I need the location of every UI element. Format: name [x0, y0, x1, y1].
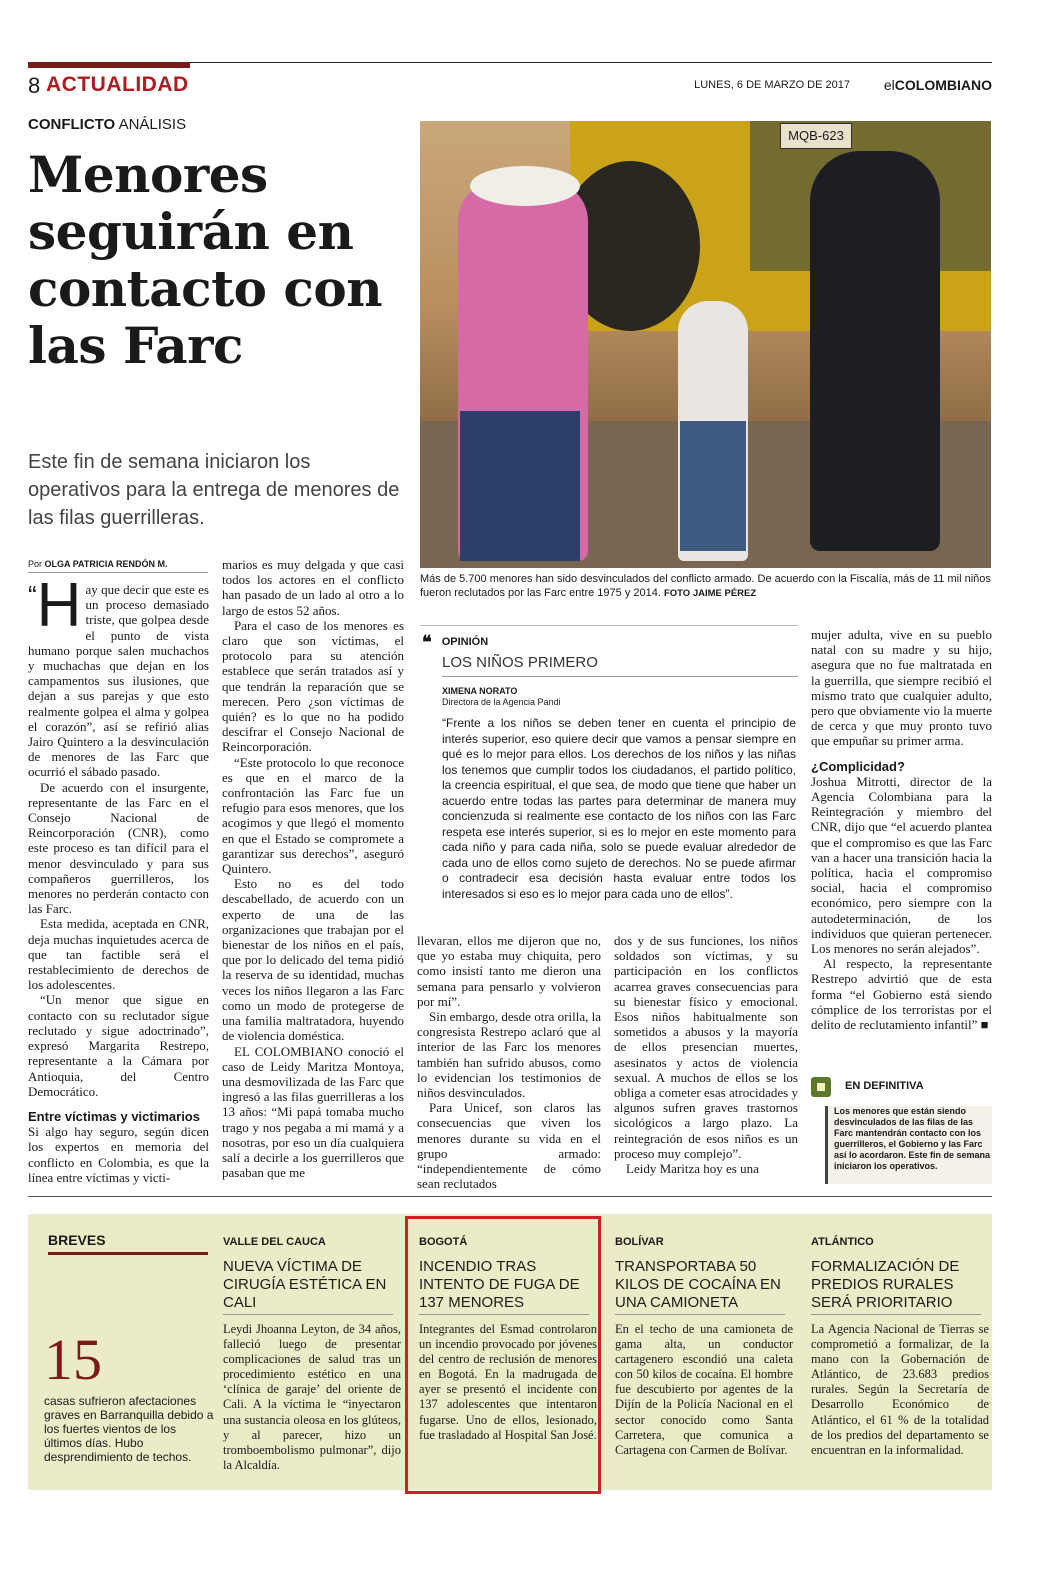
paragraph: “Este protocolo lo que reconoce es que en el marco de la confrontación las Farc fue un refugio para esos menores, que los acogimos y que llegó el momento en que el Estado se compromete a garantizar sus derechos”, aseguró Quintero. [222, 754, 404, 877]
subheading: ¿Complicidad? [811, 758, 905, 774]
opinion-label-text: OPINIÓN [441, 636, 489, 648]
paragraph: Si algo hay seguro, según dicen los expertos en memoria del conflicto en Colombia, es que la línea entre víctimas y victi- [28, 1124, 209, 1185]
opinion-rule [442, 676, 798, 677]
brief-valle-del-cauca [223, 1214, 403, 1490]
newspaper-brand: COLOMBIANO [894, 77, 992, 93]
paragraph: Sin embargo, desde otra orilla, la congresista Restrepo aclaró que al interior de las Farc los menores también han sufrido abusos, como lo evidencian los testimonios de niños desvinculados. [417, 1009, 601, 1101]
breves-big-number: 15 [44, 1327, 102, 1392]
opinion-text: “Frente a los niños se deben tener en cuenta el principio de interés superior, eso quiere decir que vamos a pensar siempre en qué es lo mejor para ellos. Los derechos de los niños y las niñas los tenemos que cumplir todos los ciudadanos, el partido político, la creencia espiritual, el que sea, de modo que tiene que haber un acuerdo entre todas las partes para determinar de manera muy concienzuda si realmente ese contacto de los niños con las Farc respeta ese interés superior, si es lo mejor en este momento para cada niño y para cada niña, solo se puede evaluar alrededor de cada uno de ellos como sujeto de derechos. No se puede afirmar o contradecir esa decisión hasta evaluar entre todos los interesados si eso es lo mejor para cada uno de ellos”. [442, 716, 796, 901]
en-definitiva-icon [811, 1077, 831, 1097]
brief-text: La Agencia Nacional de Tierras se comprometió a formalizar, de la mano con la Gobernación de Atlántico, de 23.683 predios rurales. Según la Secretaría de Desarrollo Económico de Atlántico, el 61 % de la totalidad de los predios del departamento se encuentran en la informalidad. [811, 1322, 989, 1457]
photo-caption [420, 572, 991, 601]
brief-region: BOGOTÁ [419, 1236, 468, 1248]
dropcap-quote: “ [28, 580, 37, 610]
dropcap: H [36, 571, 82, 640]
brief-bogota [419, 1214, 599, 1490]
brief-title: FORMALIZACIÓN DE PREDIOS RURALES SERÁ PRIORITARIO [811, 1258, 960, 1311]
photo-license-plate: MQB-623 [780, 123, 852, 149]
brief-region: BOLÍVAR [615, 1236, 664, 1248]
paragraph: EL COLOMBIANO conoció el caso de Leidy Maritza Montoya, una desmovilizada de las Farc que ingresó a las filas guerrilleras a los 13 años: “Mi papá tomaba mucho trago y nos pegaba a mi mamá y a nosotras, por eso un día cualquiera salí a decirle a los guerrilleros que pasaban que me [222, 1043, 404, 1181]
paragraph: Esta medida, aceptada en CNR, deja muchas inquietudes acerca de que tan factible será el restablecimiento de derechos de los adolescentes. [28, 916, 209, 993]
article-headline: Menores seguirán en contacto con las Farc [28, 145, 383, 375]
paragraph: Leidy Maritza hoy es una [626, 1161, 759, 1177]
page-number: 8 [28, 73, 41, 98]
article-column-3 [417, 933, 601, 1191]
paragraph: “Un menor que sigue en contacto con su reclutador sigue reclutado y sigue adoctrinado”, expresó Margarita Restrepo, representante a la Cámara por Antioquia, del Centro Democrático. [28, 992, 209, 1099]
brief-title: INCENDIO TRAS INTENTO DE FUGA DE 137 MENORES [419, 1258, 580, 1311]
section-divider [28, 1196, 992, 1197]
paragraph: Para Unicef, son claros las consecuencias que viven los menores durante su vida en el grupo armado: “independientemente de cómo sean reclutados [417, 1100, 601, 1192]
article-deck: Este fin de semana iniciaron los operativos para la entrega de menores de las filas guerrilleras. [28, 451, 400, 529]
en-definitiva-title: EN DEFINITIVA [845, 1080, 924, 1092]
opinion-author: XIMENA NORATO [442, 686, 518, 696]
section-title: ACTUALIDAD [46, 73, 189, 96]
breves-section [28, 1214, 992, 1490]
brief-atlantico [811, 1214, 991, 1490]
caption-text: Más de 5.700 menores han sido desvinculados del conflicto armado. De acuerdo con la Fiscalía, más de 11 mil niños fueron reclutados por las Farc entre 1975 y 2014. [420, 573, 991, 599]
header-accent-bar [28, 62, 190, 68]
newspaper-prefix: el [883, 77, 895, 93]
paragraph: Esto no es del todo descabellado, de acuerdo con un experto de una de las organizaciones que trabajan por el bienestar de los niños en el país, que por lo delicado del tema pidió la reserva de su identidad, muchas veces los niños llegaron a las Farc como un modo de protegerse de una familia maltratadora, huyendo de violencia doméstica. [222, 876, 404, 1044]
photo-girl-jeans [680, 421, 746, 551]
paragraph: Joshua Mitrotti, director de la Agencia Colombiana para la Reintegración y miembro del CNR, dijo que “el acuerdo plantea que el compromiso es que las Farc van a hacer una transición hacia la política, hacia el compromiso social, hacia el compromiso económico, pero siempre con la autodeterminación, de los individuos que quieran pertenecer. Los menores no serán alejados”. [811, 773, 992, 957]
paragraph: mujer adulta, vive en su pueblo natal con su madre y su hijo, asegura que no fue maltratada en la guerrilla, que siempre recibió el mismo trato que cualquier adulto, pero que obviamente vio la muerte de cerca y que muy pronto tuvo que empuñar su primer arma. [811, 627, 992, 749]
paragraph: De acuerdo con el insurgente, representante de las Farc en el Consejo Nacional de Reincorporación (CNR), como este proceso es tan difícil para el menor desvinculado y para sus compañeros guerrilleros, los menores no perderán contacto con las Farc. [28, 779, 209, 917]
brief-title: NUEVA VÍCTIMA DE CIRUGÍA ESTÉTICA EN CALI [223, 1258, 387, 1311]
breves-number-text: casas sufrieron afectaciones graves en Barranquilla debido a los fuertes vientos de los últimos días. Hubo desprendimiento de techos. [44, 1394, 214, 1464]
brief-region: ATLÁNTICO [811, 1236, 874, 1248]
photo-credit: FOTO JAIME PÉREZ [663, 588, 757, 599]
byline-name: OLGA PATRICIA RENDÓN M. [44, 559, 168, 569]
issue-date: LUNES, 6 DE MARZO DE 2017 [694, 79, 850, 91]
article-column-5 [811, 627, 992, 1032]
page-header [28, 62, 992, 98]
quote-icon: ❝ [422, 632, 432, 652]
brief-bolivar [615, 1214, 795, 1490]
brief-region: VALLE DEL CAUCA [223, 1236, 326, 1248]
brief-title: TRANSPORTABA 50 KILOS DE COCAÍNA EN UNA CAMIONETA [615, 1258, 781, 1311]
paragraph: dos y de sus funciones, los niños soldados son víctimas, y su participación en los conflictos acarrea graves consecuencias para su bienestar físico y emocional. Esos niños habitualmente son sometidos a abusos y la mayoría de ellos presencian muertes, asesinatos y actos de violencia sexual. A muchos de ellos se los obliga a cometer esas atrocidades y algunos sufren graves trastornos sicológicos a largo plazo. La reintegración de esos niños es un proceso muy complejo”. [614, 933, 798, 1161]
subheading: Entre víctimas y victimarios [28, 1108, 200, 1124]
article-column-1 [28, 571, 209, 1185]
brief-rule [615, 1314, 785, 1315]
paragraph: marios es muy delgada y que casi todos los actores en el conflicto han pasado de un lado al otro a lo largo de estos 52 años. [222, 557, 404, 618]
brief-text: Integrantes del Esmad controlaron un incendio provocado por jóvenes del centro de reclusión de menores en Bogotá. En la madrugada de ayer se presentó el incidente con 137 adolescentes que intentaron fugarse. Uno de ellos, lesionado, fue trasladado al Hospital San José. [419, 1322, 597, 1442]
opinion-box [420, 625, 798, 915]
breves-label: BREVES [48, 1232, 106, 1248]
brief-text: Leydi Jhoanna Leyton, de 34 años, falleció luego de presentar complicaciones de salud tras un procedimiento estético en una ‘clínica de garaje’ del oriente de Cali. A la víctima le “inyectaron una sustancia oleosa en los glúteos, y al parecer, hizo un tromboembolismo pulmonar”, dijo la Alcaldía. [223, 1322, 401, 1472]
lead-paragraph [28, 571, 209, 780]
paragraph: llevaran, ellos me dijeron que no, que yo estaba muy chiquita, pero como insistí tanto me dieron una semana para pensarlo y volvieron por mí”. [417, 933, 601, 1009]
en-definitiva-text: Los menores que están siendo desvinculados de las filas de las Farc mantendrán contacto con los guerrilleros, el Gobierno y las Farc así lo acordaron. Este fin de semana iniciaron los operativos. [825, 1106, 992, 1184]
article-kicker [28, 116, 186, 133]
paragraph: Para el caso de los menores es claro que son víctimas, el protocolo para su atención establece que serán tratados así y que tendrán la reparación que se merecen. Pero ¿son víctimas de quién? es lo que no ha podido descifrar el Consejo Nacional de Reincorporación. [222, 617, 404, 755]
opinion-title: LOS NIÑOS PRIMERO [442, 654, 598, 671]
brief-text: En el techo de una camioneta de gama alta, un conductor cartagenero escondió una caleta con 50 kilos de cocaína. El hombre fue descubierto por agentes de la Dijín de la Policía Nacional en el sector conocido como Santa Carretera, que comunica a Cartagena con Carmen de Bolívar. [615, 1322, 793, 1457]
lead-text: ay que decir que este es un proceso demasiado triste, que golpea desde el punto de vista humano porque salen muchachos y muchachas que dejan en los campamentos sus ilusiones, que dejan a sus parejas y que esto realmente golpea el alma y golpea el corazón”, así se refirió alias Jairo Quintero a la desvinculación de menores de las Farc que ocurrió el sábado pasado. [28, 582, 209, 780]
newspaper-name [884, 77, 992, 93]
opinion-author-role: Directora de la Agencia Pandi [442, 697, 561, 707]
article-column-4 [614, 933, 798, 1176]
byline-prefix: Por [28, 559, 43, 569]
opinion-label [422, 632, 488, 653]
article-photo [420, 121, 991, 568]
byline [28, 559, 168, 569]
brief-rule [811, 1314, 981, 1315]
breves-rule [48, 1252, 208, 1255]
brief-rule [223, 1314, 393, 1315]
photo-woman-jeans [460, 411, 580, 561]
kicker-sub: ANÁLISIS [118, 116, 187, 133]
photo-hat [470, 166, 580, 206]
photo-man-figure [810, 151, 940, 551]
kicker-main: CONFLICTO [28, 116, 116, 133]
article-column-2 [222, 557, 404, 1180]
paragraph: Al respecto, la representante Restrepo advirtió que de esta forma “el Gobierno está siendo cómplice de los terroristas por el delito de reclutamiento infantil” ■ [811, 956, 992, 1033]
brief-rule [419, 1314, 589, 1315]
